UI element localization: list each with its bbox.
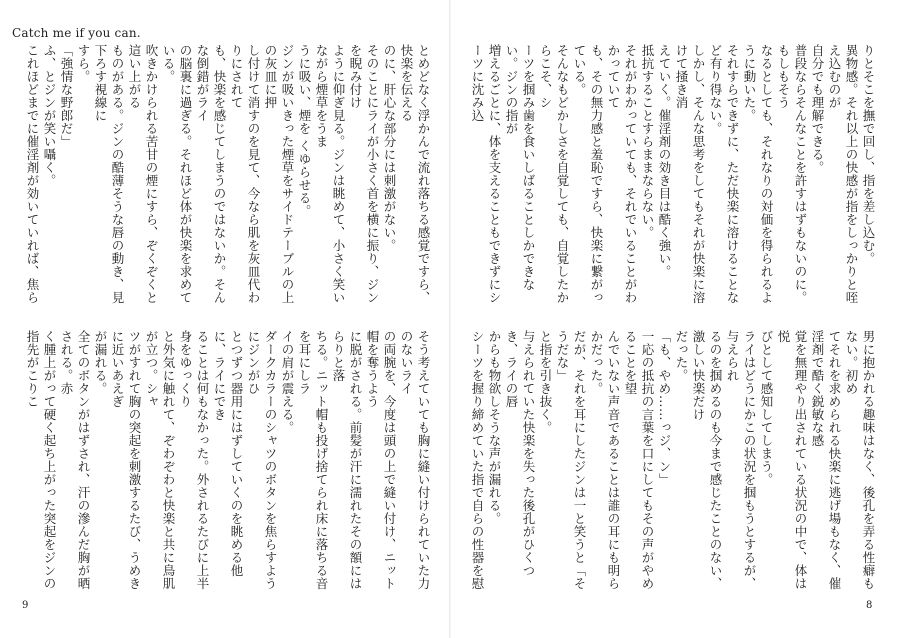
- text-line: んでいない声音であることは誰の耳にも明らかだった。: [589, 330, 621, 590]
- text-line: のに、肝心な部分には刺激がない。: [382, 44, 397, 252]
- text-line: 男に抱かれる趣味はなく、後孔を弄る性癖もない。初め: [844, 330, 876, 590]
- text-line: てそれを求められる快楽に逃げ場もなく、催淫剤で酷く鋭敏な感: [810, 330, 842, 590]
- text-line: ちる。ニット帽も投げ捨てられ床に落ちる音を耳にしラ: [297, 330, 329, 590]
- running-header-title: Catch me if you can.: [12, 26, 141, 40]
- text-line: と外気に触れて、ぞわぞわと快楽と共に鳥肌が立つ。シャ: [144, 330, 176, 590]
- text-line: そう考えていても胸に縫い付けられていた力のないライ: [399, 330, 431, 590]
- text-line: 「強情な野郎だ」: [59, 44, 74, 148]
- text-line: 増えるごとに、体を支えることもできずにシーツに沈み込: [470, 44, 502, 304]
- text-line: シーツを握り締めていた指で自らの性器を慰: [470, 330, 485, 590]
- text-line: それがわかっていても、それでいることがわかっていて: [606, 44, 638, 304]
- text-line: だった。: [674, 330, 689, 382]
- text-line: ることは何もなかった。外されるたびに上半身をゆっくり: [178, 330, 210, 590]
- text-line: るのを掴めるのも今まで感じたことのない、激しい快楽だけ: [691, 330, 723, 590]
- text-line: そんなもどかしさを自覚しても、自覚したからこそ、シ: [538, 44, 570, 304]
- text-line: なるとしても、それなりの対価を得られるように動いた。: [742, 44, 774, 304]
- text-line: ーツを掴み歯を食いしばることしかできない。ジンの指が: [504, 44, 536, 291]
- text-line: それすらできずに、ただ快楽に溶けることなど有り得ない。: [708, 44, 740, 304]
- text-line: [467, 44, 469, 306]
- text-line: と指を引き抜く。: [538, 330, 553, 434]
- text-line: く腫上がって硬く起ち上がった突起をジンの指先がこりこ: [25, 330, 57, 590]
- text-line: が漏れる。: [93, 330, 108, 395]
- text-line: 一応の抵抗の言葉を口にしてもその声がやめることを望: [623, 330, 655, 590]
- text-line: に脱がされる。前髪が汗に濡れたその額にはらりと落: [331, 330, 363, 590]
- page-gutter: [449, 0, 451, 638]
- page-number-right: 8: [866, 600, 873, 611]
- text-line: も、その無力感と羞恥ですら、快楽に繋がっている。: [572, 44, 604, 304]
- text-line: 「も、やめ……っジ、ン」: [657, 330, 672, 486]
- text-line: とつずつ器用にはずしていくのを眺める他に、ライにでき: [212, 330, 244, 577]
- text-line: これほどまでに催淫剤が効いていれば、焦ら: [25, 44, 40, 304]
- text-line: からも物欲しそうな声が漏れる。: [487, 330, 502, 525]
- text-line: ジンが吸いきった煙草をサイドテーブルの上の灰皿に押: [263, 44, 295, 304]
- text-line: ツがすれて胸の突起を刺激するたび、うめきに近いあえぎ: [110, 330, 142, 590]
- text-line: 異物感。それ以上の快感が指をしっかりと咥え込むのが: [827, 44, 859, 304]
- text-line: ものがある。ジンの酷薄そうな唇の動き、見下ろす視線に: [93, 44, 125, 304]
- page-number-left: 9: [22, 600, 29, 611]
- text-line: の両腕を、今度は頭の上で縫い付け、ニット帽を奪うよう: [365, 330, 397, 590]
- text-line: りとそこを撫で回し、指を差し込む。: [861, 44, 876, 265]
- text-line: しかし、そんな思考をしてもそれが快楽に溶けて掻き消: [674, 44, 706, 304]
- text-line: そのことにライが小さく首を横に振り、ジンを睨み付け: [348, 44, 380, 304]
- left-page-bottom-text: [22, 330, 432, 592]
- text-line: 覚を無理やり出されている状況の中で、体は悦: [776, 330, 808, 590]
- text-line: ライはどうにかこの状況を掴もうとするが、与えられ: [725, 330, 757, 590]
- text-line: 普段ならそんなことを許すはずもないのに。もしもそう: [776, 44, 808, 304]
- text-line: [22, 330, 24, 592]
- text-line: ふ、とジンが笑い囁く。: [42, 44, 57, 187]
- text-line: イの肩が震える。: [280, 330, 295, 434]
- left-page-top-text: [22, 44, 432, 306]
- text-line: すら。: [76, 44, 91, 83]
- text-line: ように仰ぎ見る。ジンは眺めて、小さく笑いながら煙草をうま: [314, 44, 346, 304]
- text-line: も、快楽を感じてしまうのではないか。そんな倒錯がライ: [195, 44, 227, 304]
- text-line: とめどなく浮かんで流れ落ちる感覚ですら、快楽を伝える: [399, 44, 431, 304]
- text-line: えていく。催淫剤の効き目は酷く強い。: [657, 44, 672, 278]
- text-line: 吹きかけられる苦甘の煙にすら、ぞくぞくと這い上がる: [127, 44, 159, 304]
- text-line: ダークカラーのシャツのボタンを焦らすようにジンがひ: [246, 330, 278, 590]
- text-line: し付けて消すのを見て、今なら肌を灰皿代わりにされて: [229, 44, 261, 304]
- text-line: 自分でも理解できる。: [810, 44, 825, 174]
- text-line: うに吸い、煙を くゆらせる。: [297, 44, 312, 218]
- right-page-top-text: [467, 44, 877, 306]
- text-line: 全てのボタンがはずされ、汗の滲んだ胸が晒される。赤: [59, 330, 91, 590]
- right-page-bottom-text: [467, 330, 877, 592]
- text-line: びとして感知してしまう。: [759, 330, 774, 486]
- text-line: 与えられていた快楽を失った後孔がひくつき、ライの唇: [504, 330, 536, 577]
- text-line: 抵抗することすらままならない。: [640, 44, 655, 239]
- text-line: の脳裏に過ぎる。それほど体が快楽を求めている。: [161, 44, 193, 304]
- text-line: だが、それを耳にしたジンは一と笑うと「そうだな」: [555, 330, 587, 590]
